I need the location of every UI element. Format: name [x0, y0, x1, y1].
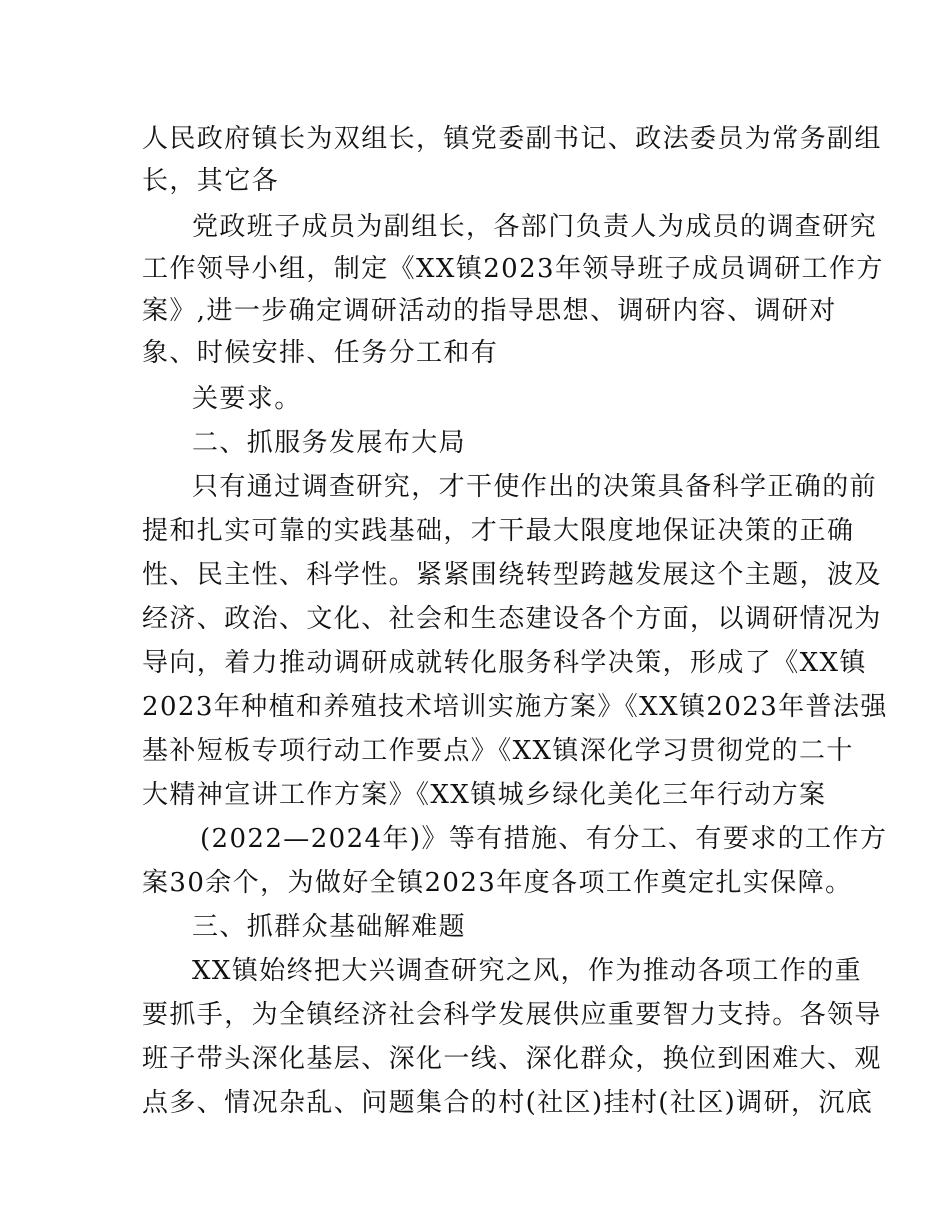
text-line: 要抓手，为全镇经济社会科学发展供应重要智力支持。各领导	[142, 1000, 882, 1030]
text-line: 大精神宣讲工作方案》《XX镇城乡绿化美化三年行动方案	[142, 780, 827, 810]
text-line: 党政班子成员为副组长，各部门负责人为成员的调查研究	[192, 212, 878, 242]
text-line: 关要求。	[192, 384, 302, 414]
text-line: 基补短板专项行动工作要点》《XX镇深化学习贯彻党的二十	[142, 736, 854, 766]
text-line: 提和扎实可靠的实践基础，才干最大限度地保证决策的正确	[142, 516, 855, 546]
section-heading: 三、抓群众基础解难题	[192, 912, 467, 942]
text-line: 工作领导小组，制定《XX镇2023年领导班子成员调研工作方	[142, 254, 884, 284]
text-line: 点多、情况杂乱、问题集合的村(社区)挂村(社区)调研，沉底	[142, 1088, 874, 1118]
text-line: 象、时候安排、任务分工和有	[142, 338, 499, 368]
text-line: 长，其它各	[142, 166, 280, 196]
text-line: (2022—2024年)》等有措施、有分工、有要求的工作方	[200, 824, 888, 854]
text-line: 人民政府镇长为双组长，镇党委副书记、政法委员为常务副组	[142, 124, 882, 154]
text-line: 性、民主性、科学性。紧紧围绕转型跨越发展这个主题，波及	[142, 560, 882, 590]
text-line: 导向，着力推动调研成就转化服务科学决策，形成了《XX镇	[142, 648, 867, 678]
text-line: 案30余个，为做好全镇2023年度各项工作奠定扎实保障。	[142, 868, 853, 898]
text-line: 经济、政治、文化、社会和生态建设各个方面，以调研情况为	[142, 604, 882, 634]
section-heading: 二、抓服务发展布大局	[192, 428, 467, 458]
text-line: 班子带头深化基层、深化一线、深化群众，换位到困难大、观	[142, 1044, 882, 1074]
text-line: 2023年种植和养殖技术培训实施方案》《XX镇2023年普法强	[142, 692, 888, 722]
text-line: 只有通过调查研究，才干使作出的决策具备科学正确的前	[192, 472, 878, 502]
text-line: XX镇始终把大兴调查研究之风，作为推动各项工作的重	[192, 956, 863, 986]
text-line: 案》,进一步确定调研活动的指导思想、调研内容、调研对	[142, 296, 837, 326]
